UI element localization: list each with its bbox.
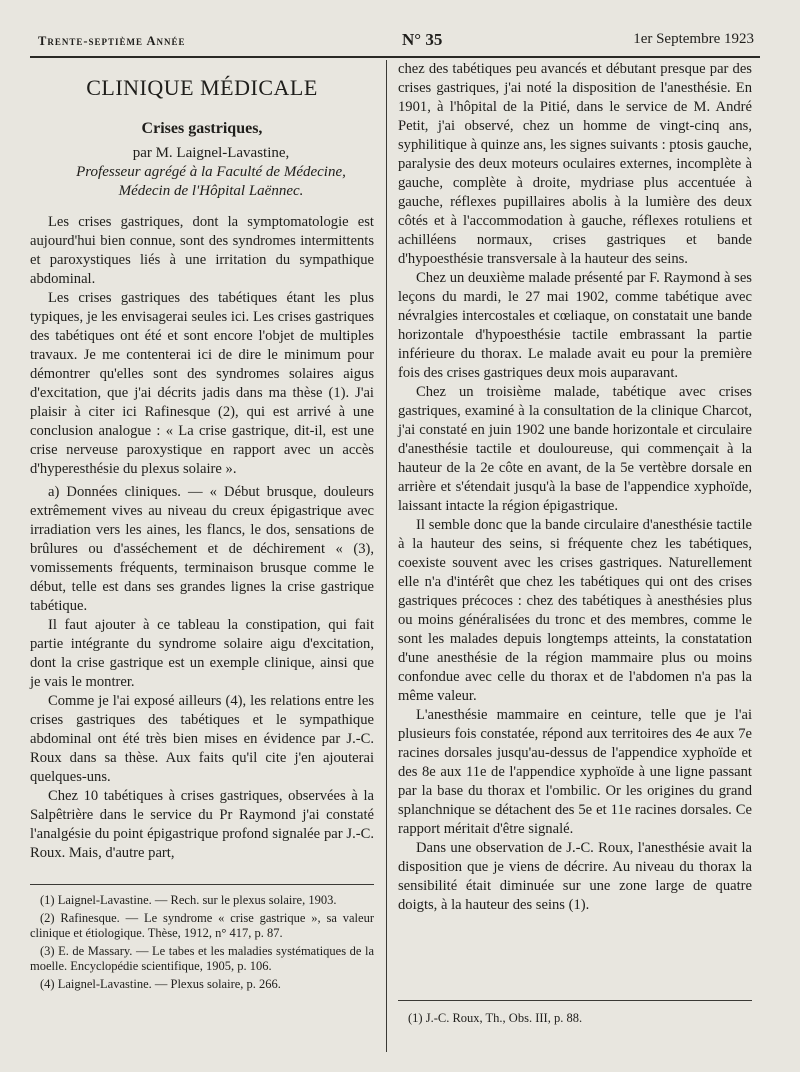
paragraph: Chez un deuxième malade présenté par F. Raymond à ses leçons du mardi, le 27 mai 1902, comme tabétique avec névralgies intercostales et cœliaque, on constatait une bande horizontale d'hypoesthésie tactile embrassant la partie inférieure du thorax. Le malade avait eu pour la première fois des crises gastriques deux mois auparavant. (398, 270, 752, 381)
paragraph: Chez 10 tabétiques à crises gastriques, observées à la Salpêtrière dans le service du Pr Raymond j'ai constaté l'analgésie du point épigastrique profond signalée par J.-C. Roux. Mais, d'autre part, (30, 788, 374, 861)
footnote: (3) E. de Massary. — Le tabes et les maladies systématiques de la moelle. Encyclopédie scientifique, 1905, p. 106. (30, 943, 374, 973)
paragraph: Il faut ajouter à ce tableau la constipation, qui fait partie intégrante du syndrome solaire aigu d'excitation, dont la crise gastrique est un exemple clinique, ainsi que je vais le montrer. (30, 617, 374, 690)
left-column (30, 60, 374, 863)
paragraph: L'anesthésie mammaire en ceinture, telle que je l'ai plusieurs fois constatée, répond aux territoires des 4e aux 7e racines dorsales jusqu'au-dessus de l'appendice xyphoïde et des 8e aux 11e de l'appendice xyphoïde à une ligne passant par la base du thorax et l'ombilic. Or les origines du grand splanchnique se détachent des 5e et 11e racines dorsales. Ce rapport méritait d'être signalé. (398, 707, 752, 837)
paragraph: Comme je l'ai exposé ailleurs (4), les relations entre les crises gastriques des tabétiques et le sympathique abdominal ont été très bien mises en évidence par J.-C. Roux dans sa thèse. Aux faits qu'il cite j'en ajouterai quelques-uns. (30, 693, 374, 785)
paragraph: a) Données cliniques. — « Début brusque, douleurs extrêmement vives au niveau du creux épigastrique avec irradiation vers les aines, les flancs, le dos, sensations de brûlures ou d'asséchement et de déchirement « (3), vomissements fréquents, terminaison brusque comme le début, telle est dans ses grandes lignes la crise gastrique tabétique. (30, 484, 374, 614)
byline-role-1: Professeur agrégé à la Faculté de Médecine, (76, 164, 346, 180)
footnote: (4) Laignel-Lavastine. — Plexus solaire, p. 266. (40, 976, 281, 991)
byline (30, 144, 374, 201)
header-date: 1er Septembre 1923 (633, 31, 754, 47)
running-header (30, 28, 760, 58)
footnote: (1) Laignel-Lavastine. — Rech. sur le plexus solaire, 1903. (40, 893, 337, 907)
byline-author: par M. Laignel-Lavastine, (132, 145, 290, 161)
right-column (398, 60, 752, 915)
header-year: Trente-septième Année (38, 34, 186, 48)
footnotes-left (30, 884, 374, 994)
byline-role-2: Médecin de l'Hôpital Laënnec. (118, 183, 304, 199)
paragraph: Les crises gastriques, dont la symptomatologie est aujourd'hui bien connue, sont des syndromes intermittents et paroxystiques liés à une irritation du sympathique abdominal. (30, 214, 374, 287)
article-title: Crises gastriques, (141, 120, 263, 137)
paragraph: Dans une observation de J.-C. Roux, l'anesthésie avait la disposition que je viens de décrire. Au niveau du thorax la sensibilité était diminuée sur une zone large de quatre doigts, à la hauteur des seins (1). (398, 840, 752, 913)
column-divider (386, 60, 387, 1052)
paragraph: Chez un troisième malade, tabétique avec crises gastriques, examiné à la consultation de la clinique Charcot, j'ai constaté en juin 1902 une bande horizontale et circulaire d'anesthésie tactile et douloureuse, qui commençait à la hauteur de la 2e côte en avant, de la 5e vertèbre dorsale en arrière et s'étendait jusqu'à la base de l'appendice xyphoïde, laissant intacte la région épigastrique. (398, 384, 752, 514)
paragraph: Il semble donc que la bande circulaire d'anesthésie tactile à la hauteur des seins, si fréquente chez les tabétiques, coexiste souvent avec les crises gastriques. Naturellement elle n'a d'intérêt que chez les tabétiques qui ont des crises gastriques précoces : chez des tabétiques à anesthésies plus ou moins généralisées du tronc et des membres, comme le sont les malades depuis longtemps atteints, la constatation d'une anesthésie de la région mammaire plus ou moins confondue avec celle du thorax et de l'abdomen n'a pas la même valeur. (398, 517, 752, 704)
footnote: (1) J.-C. Roux, Th., Obs. III, p. 88. (408, 1011, 583, 1025)
paragraph: chez des tabétiques peu avancés et débutant presque par des crises gastriques, j'ai noté la disposition de l'anesthésie. En 1901, à l'hôpital de la Pitié, dans le service de M. André Petit, j'ai observé, chez un homme de vingt-cinq ans, syphilitique à quinze ans, les signes suivants : ptosis gauche, paralysie des deux moteurs oculaires externes, incomplète à gauche, complète à droite, mydriase plus accentuée à gauche, réflexes pupillaires abolis à la lumière des deux côtés et à l'accommodation à gauche, réflexes rotuliens et achilléens normaux, crises gastriques et bande d'hypoesthésie transversale à la hauteur des seins. (398, 61, 752, 267)
header-issue-number: N° 35 (402, 30, 443, 49)
footnote: (2) Rafinesque. — Le syndrome « crise gastrique », sa valeur clinique et étiologique. Thèse, 1912, n° 417, p. 87. (30, 910, 374, 940)
section-title: CLINIQUE MÉDICALE (86, 75, 318, 100)
footnotes-right (398, 1000, 752, 1026)
paragraph: Les crises gastriques des tabétiques étant les plus typiques, je les envisagerai seules ici. Les crises gastriques des tabétiques ont été et sont encore l'objet de multiples travaux. Je me contenterai ici de dire le minimum pour démontrer qu'elles sont des syndromes solaires aigus d'excitation, que j'ai décrits jadis dans ma thèse (1). J'ai plaisir à citer ici Rafinesque (2), qui est arrivé à une conclusion analogue : « La crise gastrique, dit-il, est une crise nerveuse paroxystique en rapport avec un accès d'hyperesthésie du plexus solaire ». (30, 290, 374, 477)
